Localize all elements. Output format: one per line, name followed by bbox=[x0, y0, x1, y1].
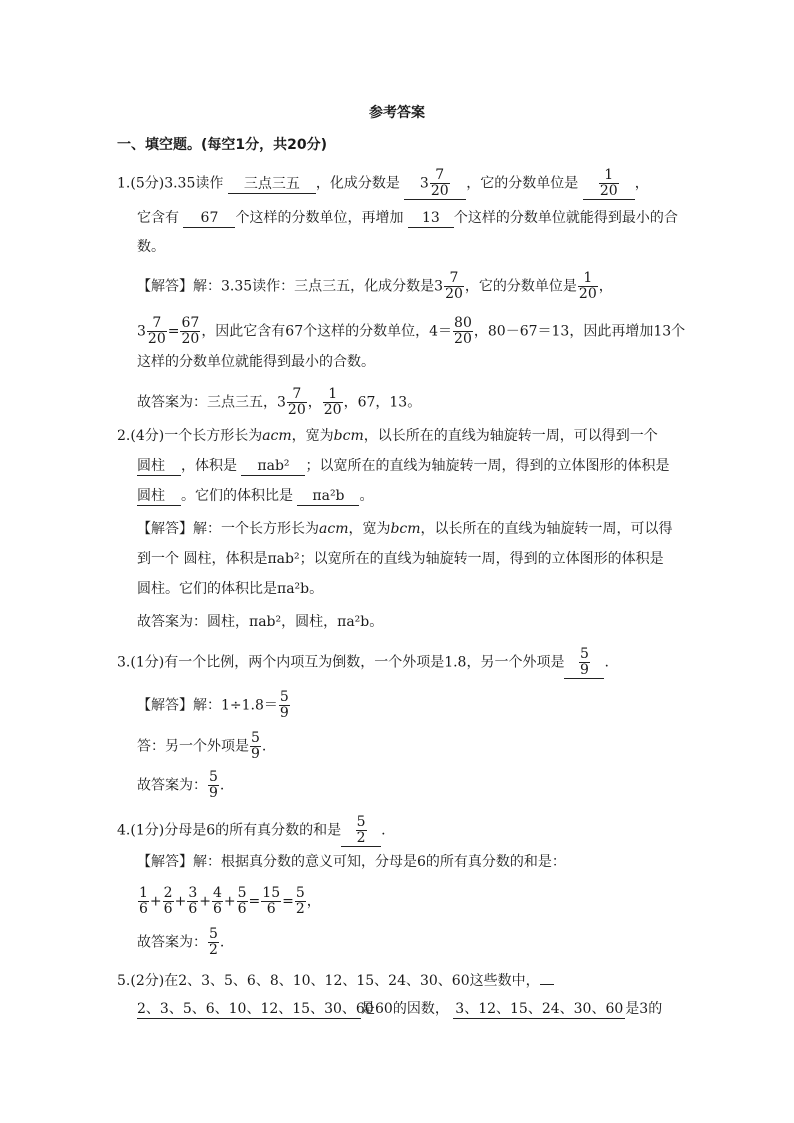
q1-solution-1 bbox=[137, 271, 613, 302]
numerator: 2 bbox=[163, 885, 173, 901]
q1-stem: 它含有 bbox=[137, 210, 179, 226]
denominator: 6 bbox=[188, 901, 198, 917]
numerator: 5 bbox=[251, 730, 260, 746]
fraction bbox=[237, 886, 248, 917]
q2-solution-3: 圆柱。它们的体积比是πa²b。 bbox=[137, 581, 324, 597]
numerator: 1 bbox=[604, 167, 614, 183]
section-heading: 一、填空题。(每空1分，共20分) bbox=[117, 137, 328, 153]
q1-answer-2-whole: 3 bbox=[419, 175, 429, 192]
q1-stem: 个这样的分数单位就能得到最小的合 bbox=[453, 210, 678, 226]
fraction bbox=[163, 886, 174, 917]
denominator: 20 bbox=[454, 331, 472, 347]
q1-stem: 3.35读作 bbox=[164, 175, 224, 192]
q2-stem: 。 bbox=[359, 488, 374, 504]
q5-stem: 在2、3、5、6、8、10、12、15、24、30、60这些数中， bbox=[164, 973, 540, 989]
numerator: 3 bbox=[188, 885, 198, 901]
solution-text: 解：3.35读作：三点三五，化成分数是 bbox=[193, 278, 435, 295]
fraction bbox=[180, 316, 200, 347]
q4-solution bbox=[137, 852, 566, 872]
q5-line-2 bbox=[137, 999, 662, 1019]
numerator: 67 bbox=[181, 315, 200, 331]
fraction bbox=[212, 886, 223, 917]
q2-stem: 一个长方形长为 bbox=[164, 428, 263, 444]
denominator: 6 bbox=[139, 901, 148, 917]
mixed-whole: 3 bbox=[434, 278, 444, 295]
q4-answer bbox=[341, 815, 381, 847]
numerator: 7 bbox=[152, 315, 162, 331]
q2-solution-1 bbox=[137, 519, 673, 539]
numerator: 5 bbox=[209, 926, 218, 942]
q4-final-answer bbox=[137, 927, 224, 958]
fraction bbox=[208, 770, 219, 801]
q1-answer-1: 三点三五 bbox=[228, 175, 316, 194]
q2-answer-3: 圆柱 bbox=[137, 487, 181, 506]
denominator: 2 bbox=[295, 901, 305, 917]
fraction bbox=[323, 387, 343, 418]
q2-stem: ；以宽所在的直线为轴旋转一周，得到的立体图形的体积是 bbox=[305, 458, 670, 474]
fraction bbox=[187, 886, 198, 917]
q2-line-2 bbox=[137, 456, 669, 476]
final-text: 故答案为： bbox=[137, 777, 207, 794]
numerator: 5 bbox=[237, 885, 247, 901]
denominator: 9 bbox=[279, 705, 289, 721]
numerator: 7 bbox=[292, 386, 302, 402]
numerator: 1 bbox=[139, 885, 148, 901]
denominator: 20 bbox=[181, 331, 200, 347]
q2-line-3 bbox=[137, 486, 373, 506]
q1-line-1 bbox=[117, 168, 649, 200]
solution-text: ，以长所在的直线为轴旋转一周，可以得 bbox=[420, 521, 673, 537]
q2-score: (4分) bbox=[130, 428, 165, 444]
fraction bbox=[208, 927, 219, 958]
solution-tag: 【解答】 bbox=[137, 278, 193, 295]
numerator: 5 bbox=[356, 814, 366, 830]
denominator: 6 bbox=[261, 901, 281, 917]
numerator: 5 bbox=[580, 646, 589, 662]
final-text: 故答案为：三点三五，3 bbox=[137, 394, 286, 411]
q2-stem: 。它们的体积比是 bbox=[181, 488, 293, 504]
q4-number: 4. bbox=[117, 822, 131, 839]
q1-stem: 个这样的分数单位，再增加 bbox=[235, 210, 404, 226]
q1-stem: ，它的分数单位是 bbox=[466, 175, 579, 192]
denominator: 6 bbox=[237, 901, 247, 917]
final-text: 故答案为： bbox=[137, 934, 207, 951]
q4-equation bbox=[137, 886, 321, 917]
q2-number: 2. bbox=[117, 428, 131, 444]
fraction bbox=[579, 647, 590, 678]
q1-score: (5分) bbox=[130, 175, 165, 192]
solution-text: ，80－67＝13，因此再增加13个 bbox=[473, 323, 686, 340]
solution-tag: 【解答】 bbox=[137, 854, 193, 870]
numerator: 5 bbox=[279, 689, 289, 705]
denominator: 6 bbox=[212, 901, 222, 917]
denominator: 2 bbox=[209, 942, 218, 958]
fraction bbox=[578, 271, 598, 302]
fraction bbox=[138, 886, 149, 917]
q5-score: (2分) bbox=[130, 973, 165, 989]
q4-stem: . bbox=[381, 822, 386, 839]
solution-tag: 【解答】 bbox=[137, 521, 193, 537]
var-b: bcm bbox=[333, 428, 364, 444]
equals-sign: = bbox=[282, 893, 294, 910]
fraction bbox=[279, 690, 290, 721]
q1-final-answer bbox=[137, 387, 421, 418]
q5-line-1 bbox=[117, 971, 554, 991]
numerator: 7 bbox=[435, 167, 445, 183]
plus-sign: + bbox=[149, 893, 162, 910]
var-a: acm bbox=[262, 428, 292, 444]
q3-solution bbox=[137, 690, 291, 721]
solution-text: ，因此它含有67个这样的分数单位，4＝ bbox=[201, 323, 453, 340]
fraction bbox=[453, 316, 473, 347]
numerator: 15 bbox=[262, 885, 281, 901]
q2-stem: ，宽为 bbox=[291, 428, 334, 444]
solution-text: 解：1÷1.8＝ bbox=[193, 697, 278, 714]
final-text: ，67，13。 bbox=[343, 394, 422, 411]
plus-sign: + bbox=[223, 893, 236, 910]
var-b: bcm bbox=[390, 521, 421, 537]
denominator: 20 bbox=[147, 331, 166, 347]
q1-stem: ， bbox=[634, 175, 649, 192]
page-title: 参考答案 bbox=[369, 105, 425, 121]
numerator: 1 bbox=[583, 270, 593, 286]
fraction bbox=[444, 271, 464, 302]
q5-blank-start bbox=[540, 984, 554, 985]
q1-answer-4: 67 bbox=[183, 209, 235, 228]
denominator: 9 bbox=[580, 662, 589, 678]
q1-solution-3: 这样的分数单位就能得到最小的合数。 bbox=[137, 354, 375, 370]
fraction bbox=[147, 316, 167, 347]
solution-text: 解：根据真分数的意义可知，分母是6的所有真分数的和是： bbox=[193, 854, 566, 870]
numerator: 4 bbox=[212, 885, 222, 901]
plus-sign: + bbox=[199, 893, 211, 910]
final-text: . bbox=[219, 777, 225, 794]
numerator: 1 bbox=[328, 386, 338, 402]
fraction bbox=[250, 731, 261, 762]
answer-text: . bbox=[261, 738, 267, 755]
q2-line-1 bbox=[117, 426, 658, 446]
q5-stem: 是3的 bbox=[625, 1001, 663, 1017]
q5-stem: 是60的因数， bbox=[361, 1001, 449, 1017]
fraction bbox=[356, 815, 367, 846]
q1-answer-2 bbox=[404, 168, 466, 200]
numerator: 5 bbox=[295, 885, 305, 901]
denominator: 20 bbox=[445, 286, 463, 302]
q1-answer-2-fraction bbox=[430, 168, 450, 199]
final-text: . bbox=[219, 934, 225, 951]
solution-text: ， bbox=[598, 278, 613, 295]
plus-sign: + bbox=[174, 893, 187, 910]
denominator: 20 bbox=[599, 183, 618, 199]
q2-answer-2: πab² bbox=[241, 457, 305, 476]
numerator: 80 bbox=[454, 315, 472, 331]
q1-answer-5: 13 bbox=[408, 209, 454, 228]
q2-solution-2: 到一个 圆柱，体积是πab²；以宽所在的直线为轴旋转一周，得到的立体图形的体积是 bbox=[137, 551, 664, 567]
q2-stem: ，体积是 bbox=[181, 458, 237, 474]
q4-score: (1分) bbox=[130, 822, 165, 839]
q3-score: (1分) bbox=[130, 654, 165, 671]
q1-line-3: 数。 bbox=[137, 239, 165, 255]
q3-line-1 bbox=[117, 647, 609, 679]
denominator: 20 bbox=[430, 183, 449, 199]
denominator: 20 bbox=[323, 402, 342, 418]
q2-answer-4: πa²b bbox=[297, 487, 359, 506]
q1-stem: ，化成分数是 bbox=[315, 175, 400, 192]
solution-text: ，宽为 bbox=[348, 521, 391, 537]
answer-text: 答：另一个外项是 bbox=[137, 738, 249, 755]
final-text: ， bbox=[307, 394, 322, 411]
q5-number: 5. bbox=[117, 973, 131, 989]
q3-stem: . bbox=[604, 654, 609, 671]
q1-line-2 bbox=[137, 208, 678, 228]
denominator: 6 bbox=[163, 901, 173, 917]
denominator: 9 bbox=[209, 785, 218, 801]
denominator: 20 bbox=[287, 402, 306, 418]
q2-final-answer: 故答案为：圆柱，πab²，圆柱，πa²b。 bbox=[137, 614, 384, 630]
q2-answer-1: 圆柱 bbox=[137, 457, 181, 476]
q4-stem: 分母是6的所有真分数的和是 bbox=[164, 822, 342, 839]
q3-answer-line bbox=[137, 731, 266, 762]
q5-answer-2: 3、12、15、24、30、60 bbox=[453, 1000, 625, 1019]
q3-number: 3. bbox=[117, 654, 131, 671]
q3-final-answer bbox=[137, 770, 224, 801]
var-a: acm bbox=[319, 521, 349, 537]
denominator: 2 bbox=[356, 830, 366, 846]
fraction bbox=[287, 387, 307, 418]
solution-tag: 【解答】 bbox=[137, 697, 193, 714]
denominator: 20 bbox=[578, 286, 597, 302]
q5-answer-1: 2、3、5、6、10、12、15、30、60 bbox=[137, 1001, 374, 1017]
q3-stem: 有一个比例，两个内项互为倒数，一个外项是1.8，另一个外项是 bbox=[164, 654, 565, 671]
q1-number: 1. bbox=[117, 175, 131, 192]
fraction bbox=[261, 886, 281, 917]
q2-stem: ，以长所在的直线为轴旋转一周，可以得到一个 bbox=[363, 428, 658, 444]
q1-solution-2 bbox=[137, 316, 685, 347]
solution-text: 解：一个长方形长为 bbox=[193, 521, 319, 537]
denominator: 9 bbox=[251, 746, 260, 762]
equals-sign: = bbox=[248, 893, 261, 910]
q3-answer bbox=[564, 647, 604, 679]
mixed-whole: 3 bbox=[137, 323, 146, 340]
q1-answer-3-fraction bbox=[599, 168, 619, 199]
solution-text: ，它的分数单位是 bbox=[464, 278, 577, 295]
fraction bbox=[295, 886, 306, 917]
numerator: 7 bbox=[449, 270, 459, 286]
equals-sign: = bbox=[167, 323, 180, 340]
q4-line-1 bbox=[117, 815, 386, 847]
numerator: 5 bbox=[209, 769, 218, 785]
q1-answer-3 bbox=[583, 168, 635, 200]
solution-text: ， bbox=[306, 893, 321, 910]
